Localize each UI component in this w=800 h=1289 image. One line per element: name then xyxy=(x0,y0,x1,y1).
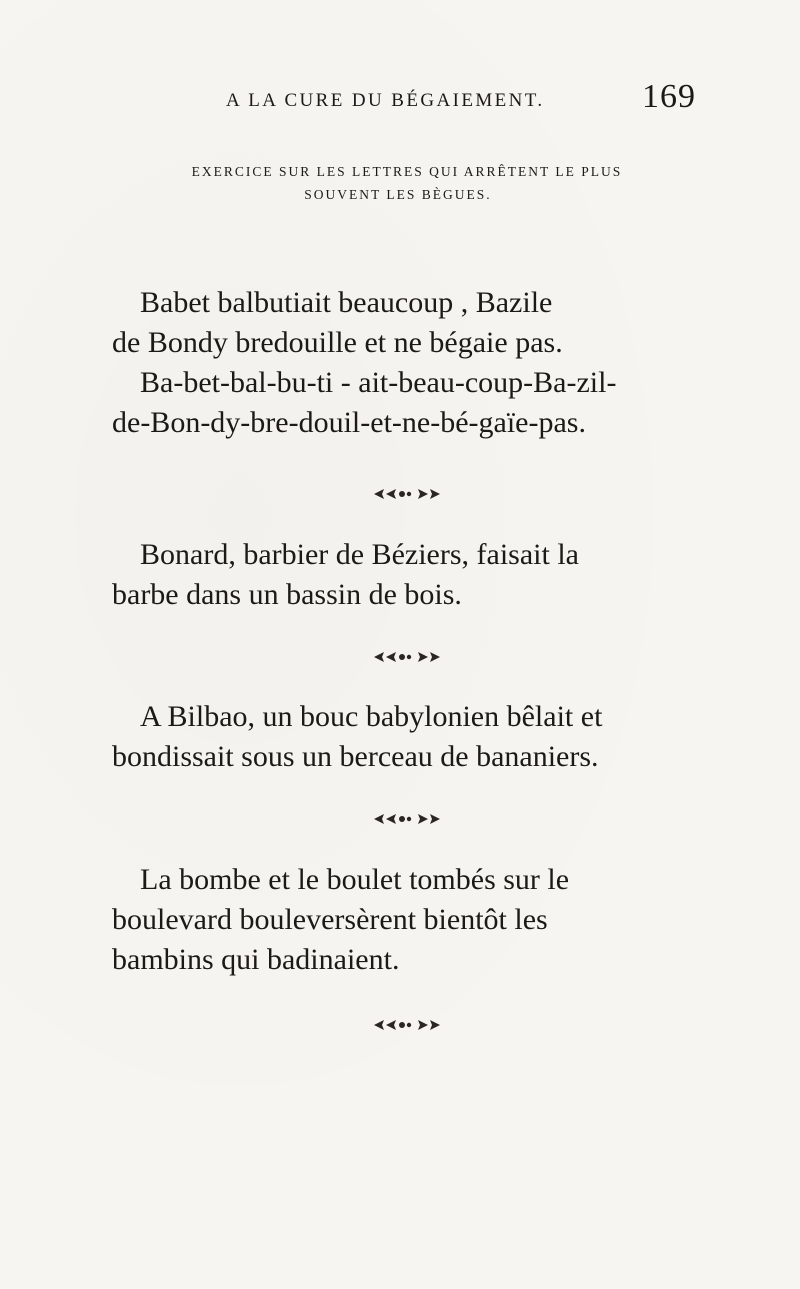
paragraph-line: barbe dans un bassin de bois. xyxy=(112,578,462,611)
paragraph-line: de Bondy bredouille et ne bégaie pas. xyxy=(112,326,563,359)
exercise-heading xyxy=(0,160,800,206)
exercise-paragraph-2 xyxy=(112,535,692,615)
paragraph-line: de-Bon-dy-bre-douil-et-ne-bé-gaïe-pas. xyxy=(112,406,586,439)
exercise-heading-line-2: SOUVENT LES BÈGUES. xyxy=(304,187,492,202)
paragraph-line: La bombe et le boulet tombés sur le xyxy=(140,863,570,896)
exercise-paragraph-1 xyxy=(112,283,692,443)
fleuron-divider-icon xyxy=(372,812,442,826)
fleuron-divider-icon xyxy=(372,1018,442,1032)
paragraph-line: Ba-bet-bal-bu-ti - ait-beau-coup-Ba-zil- xyxy=(140,366,617,399)
running-header xyxy=(226,78,696,118)
running-title: A LA CURE DU BÉGAIEMENT. xyxy=(226,90,545,111)
paragraph-line: A Bilbao, un bouc babylonien bêlait et xyxy=(140,700,603,733)
paragraph-line: bambins qui badinaient. xyxy=(112,943,400,976)
paragraph-line: Bonard, barbier de Béziers, faisait la xyxy=(140,538,579,571)
paragraph-line: bondissait sous un berceau de bananiers. xyxy=(112,740,599,773)
page-number: 169 xyxy=(642,78,696,115)
exercise-paragraph-3 xyxy=(112,697,692,777)
fleuron-divider-icon xyxy=(372,487,442,501)
fleuron-divider-icon xyxy=(372,650,442,664)
exercise-heading-line-1: EXERCICE SUR LES LETTRES QUI ARRÊTENT LE PLUS xyxy=(191,164,623,179)
paragraph-line: Babet balbutiait beaucoup , Bazile xyxy=(140,286,553,319)
exercise-paragraph-4 xyxy=(112,860,692,980)
paragraph-line: boulevard bouleversèrent bientôt les xyxy=(112,903,548,936)
